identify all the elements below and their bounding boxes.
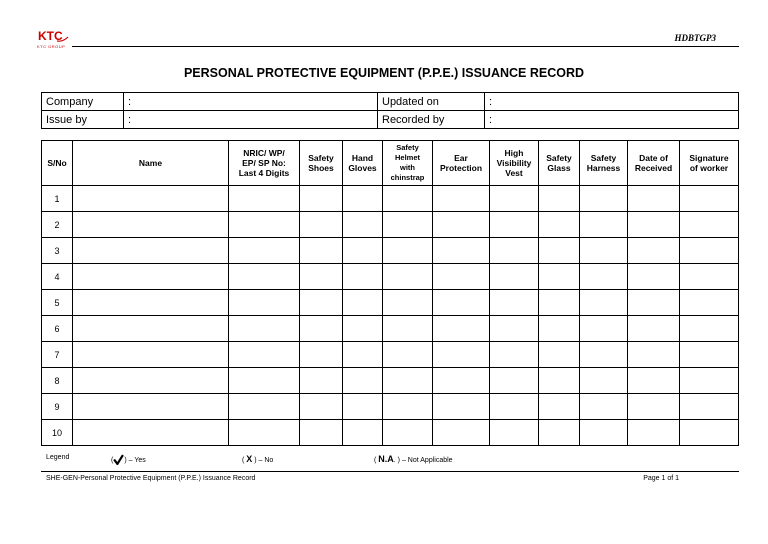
cell-signature[interactable]: [680, 394, 739, 420]
column-header-signature: [680, 141, 739, 186]
cell-hi-vis-vest[interactable]: [490, 186, 539, 212]
cell-safety-shoes[interactable]: [300, 316, 343, 342]
cell-safety-shoes[interactable]: [300, 186, 343, 212]
header-text-line: Safety: [308, 153, 334, 163]
cell-safety-helmet[interactable]: [383, 342, 433, 368]
header-text-line: Last 4 Digits: [238, 168, 290, 178]
cell-id-number[interactable]: [229, 420, 300, 446]
cell-safety-helmet[interactable]: [383, 316, 433, 342]
cell-safety-harness[interactable]: [580, 342, 628, 368]
cell-safety-harness[interactable]: [580, 420, 628, 446]
cell-safety-harness[interactable]: [580, 212, 628, 238]
cell-safety-glass[interactable]: [539, 342, 580, 368]
header-text-line: Signature: [689, 153, 729, 163]
cell-signature[interactable]: [680, 264, 739, 290]
cell-hand-gloves[interactable]: [343, 212, 383, 238]
info-table: [41, 92, 739, 129]
cell-safety-helmet[interactable]: [383, 212, 433, 238]
cell-date-received[interactable]: [628, 264, 680, 290]
logo-text: KTC: [38, 29, 63, 43]
footer-divider: [41, 471, 739, 472]
cell-id-number[interactable]: [229, 238, 300, 264]
cell-safety-glass[interactable]: [539, 290, 580, 316]
page-title: PERSONAL PROTECTIVE EQUIPMENT (P.P.E.) ISSUANCE RECORD: [183, 66, 585, 80]
issue-by-field[interactable]: :: [124, 111, 378, 129]
row-number: 10: [42, 420, 73, 446]
cell-safety-helmet[interactable]: [383, 264, 433, 290]
header-text-line: Safety: [396, 143, 419, 152]
row-number: 1: [42, 186, 73, 212]
cell-signature[interactable]: [680, 316, 739, 342]
cell-name[interactable]: [73, 394, 229, 420]
cell-safety-glass[interactable]: [539, 186, 580, 212]
cell-signature[interactable]: [680, 238, 739, 264]
cell-safety-glass[interactable]: [539, 368, 580, 394]
header-text-line: chinstrap: [390, 173, 425, 182]
cell-date-received[interactable]: [628, 420, 680, 446]
cell-hand-gloves[interactable]: [343, 238, 383, 264]
cell-hand-gloves[interactable]: [343, 368, 383, 394]
column-header-sno: [42, 141, 73, 186]
cell-signature[interactable]: [680, 290, 739, 316]
cell-safety-harness[interactable]: [580, 316, 628, 342]
cell-hi-vis-vest[interactable]: [490, 264, 539, 290]
legend-na: ( N.A. ) – Not Applicable: [374, 454, 453, 464]
footer-page-number: Page 1 of 1: [643, 475, 679, 482]
header-text-line: Received: [634, 163, 673, 173]
header-text-line: Safety: [590, 153, 617, 163]
table-row: [42, 316, 739, 342]
header-text-line: Helmet: [394, 153, 420, 162]
cell-signature[interactable]: [680, 186, 739, 212]
header-text-line: Visibility: [496, 158, 532, 168]
header-text-line: Hand: [351, 153, 374, 163]
cell-safety-helmet[interactable]: [383, 420, 433, 446]
column-header-name: [73, 141, 229, 186]
cell-date-received[interactable]: [628, 186, 680, 212]
check-icon: [113, 454, 124, 465]
legend: [46, 454, 646, 468]
info-row-1: [42, 93, 739, 111]
header-text-line: of worker: [689, 163, 729, 173]
cell-id-number[interactable]: [229, 368, 300, 394]
legend-yes: ( ) – Yes: [111, 454, 146, 465]
cell-id-number[interactable]: [229, 212, 300, 238]
updated-on-label: Updated on: [378, 93, 485, 111]
header-text-line: Glass: [547, 163, 571, 173]
no-symbol: X: [246, 454, 253, 464]
column-header-safety-glass: [539, 141, 580, 186]
column-header-hand-gloves: [343, 141, 383, 186]
column-header-safety-harness: [580, 141, 628, 186]
cell-ear-protection[interactable]: [433, 290, 490, 316]
legend-label: Legend: [46, 454, 70, 461]
cell-ear-protection[interactable]: [433, 238, 490, 264]
header-text-line: Gloves: [348, 163, 377, 173]
cell-name[interactable]: [73, 420, 229, 446]
column-header-safety-helmet: [383, 141, 433, 186]
row-number: 2: [42, 212, 73, 238]
cell-name[interactable]: [73, 264, 229, 290]
cell-safety-helmet[interactable]: [383, 238, 433, 264]
cell-safety-shoes[interactable]: [300, 420, 343, 446]
cell-id-number[interactable]: [229, 290, 300, 316]
recorded-by-field[interactable]: :: [485, 111, 739, 129]
cell-date-received[interactable]: [628, 342, 680, 368]
header-divider: [72, 46, 739, 47]
cell-ear-protection[interactable]: [433, 368, 490, 394]
cell-hi-vis-vest[interactable]: [490, 316, 539, 342]
column-header-id-number: [229, 141, 300, 186]
header-text-line: EP/ SP No:: [242, 158, 286, 168]
cell-safety-harness[interactable]: [580, 368, 628, 394]
cell-date-received[interactable]: [628, 290, 680, 316]
issue-by-label: Issue by: [42, 111, 124, 129]
cell-signature[interactable]: [680, 212, 739, 238]
cell-date-received[interactable]: [628, 368, 680, 394]
na-symbol: N.A: [378, 454, 394, 464]
table-row: [42, 420, 739, 446]
company-field[interactable]: :: [124, 93, 378, 111]
recorded-by-label: Recorded by: [378, 111, 485, 129]
row-number: 9: [42, 394, 73, 420]
ktc-logo-mark: [37, 29, 69, 43]
cell-hi-vis-vest[interactable]: [490, 212, 539, 238]
cell-date-received[interactable]: [628, 316, 680, 342]
header-text-line: Date of: [639, 153, 668, 163]
table-row: [42, 186, 739, 212]
header-text-line: Ear: [454, 153, 468, 163]
cell-safety-shoes[interactable]: [300, 342, 343, 368]
cell-safety-shoes[interactable]: [300, 368, 343, 394]
cell-hand-gloves[interactable]: [343, 290, 383, 316]
table-row: [42, 368, 739, 394]
ppe-issuance-table: [41, 140, 739, 446]
column-header-safety-shoes: [300, 141, 343, 186]
row-number: 3: [42, 238, 73, 264]
cell-safety-shoes[interactable]: [300, 212, 343, 238]
row-number: 7: [42, 342, 73, 368]
table-row: [42, 394, 739, 420]
row-number: 4: [42, 264, 73, 290]
row-number: 8: [42, 368, 73, 394]
table-row: [42, 238, 739, 264]
cell-hi-vis-vest[interactable]: [490, 394, 539, 420]
cell-safety-glass[interactable]: [539, 316, 580, 342]
header-text-line: Shoes: [308, 163, 334, 173]
cell-name[interactable]: [73, 368, 229, 394]
cell-hand-gloves[interactable]: [343, 186, 383, 212]
company-logo: [37, 29, 69, 51]
company-label: Company: [42, 93, 124, 111]
cell-safety-shoes[interactable]: [300, 264, 343, 290]
cell-ear-protection[interactable]: [433, 342, 490, 368]
logo-subtext: KTC GROUP: [37, 44, 66, 49]
cell-name[interactable]: [73, 290, 229, 316]
table-row: [42, 290, 739, 316]
cell-hand-gloves[interactable]: [343, 264, 383, 290]
header-text-line: NRIC/ WP/: [243, 148, 285, 158]
cell-safety-helmet[interactable]: [383, 368, 433, 394]
table-row: [42, 264, 739, 290]
cell-id-number[interactable]: [229, 186, 300, 212]
cell-id-number[interactable]: [229, 394, 300, 420]
cell-hand-gloves[interactable]: [343, 420, 383, 446]
cell-ear-protection[interactable]: [433, 264, 490, 290]
header-text-line: Harness: [586, 163, 621, 173]
updated-on-field[interactable]: :: [485, 93, 739, 111]
table-body: [42, 186, 739, 446]
cell-safety-helmet[interactable]: [383, 186, 433, 212]
header-text-line: S/No: [47, 158, 67, 168]
column-header-ear-protection: [433, 141, 490, 186]
table-row: [42, 342, 739, 368]
column-header-date-received: [628, 141, 680, 186]
cell-safety-glass[interactable]: [539, 394, 580, 420]
cell-safety-helmet[interactable]: [383, 394, 433, 420]
cell-safety-glass[interactable]: [539, 238, 580, 264]
cell-ear-protection[interactable]: [433, 316, 490, 342]
cell-ear-protection[interactable]: [433, 420, 490, 446]
cell-id-number[interactable]: [229, 316, 300, 342]
cell-date-received[interactable]: [628, 212, 680, 238]
cell-safety-harness[interactable]: [580, 186, 628, 212]
cell-hand-gloves[interactable]: [343, 316, 383, 342]
cell-safety-glass[interactable]: [539, 264, 580, 290]
legend-no: ( X ) – No: [242, 454, 274, 464]
cell-hand-gloves[interactable]: [343, 342, 383, 368]
header-text-line: Vest: [505, 168, 523, 178]
header-text-line: Name: [138, 158, 163, 168]
cell-hi-vis-vest[interactable]: [490, 238, 539, 264]
cell-safety-harness[interactable]: [580, 394, 628, 420]
info-row-2: [42, 111, 739, 129]
header-text-line: Protection: [439, 163, 483, 173]
cell-id-number[interactable]: [229, 342, 300, 368]
cell-date-received[interactable]: [628, 238, 680, 264]
cell-safety-shoes[interactable]: [300, 290, 343, 316]
cell-safety-harness[interactable]: [580, 290, 628, 316]
cell-safety-shoes[interactable]: [300, 394, 343, 420]
document-code: HDBTGP3: [674, 33, 716, 43]
cell-safety-glass[interactable]: [539, 420, 580, 446]
row-number: 5: [42, 290, 73, 316]
column-header-hi-vis-vest: [490, 141, 539, 186]
cell-signature[interactable]: [680, 368, 739, 394]
cell-safety-harness[interactable]: [580, 238, 628, 264]
cell-name[interactable]: [73, 316, 229, 342]
cell-hand-gloves[interactable]: [343, 394, 383, 420]
cell-hi-vis-vest[interactable]: [490, 420, 539, 446]
cell-ear-protection[interactable]: [433, 186, 490, 212]
table-header-row: [42, 141, 739, 186]
cell-ear-protection[interactable]: [433, 394, 490, 420]
header-text-line: High: [504, 148, 524, 158]
header-text-line: Safety: [546, 153, 572, 163]
cell-name[interactable]: [73, 342, 229, 368]
cell-name[interactable]: [73, 212, 229, 238]
cell-safety-harness[interactable]: [580, 264, 628, 290]
cell-hi-vis-vest[interactable]: [490, 368, 539, 394]
cell-safety-shoes[interactable]: [300, 238, 343, 264]
cell-id-number[interactable]: [229, 264, 300, 290]
cell-name[interactable]: [73, 186, 229, 212]
cell-signature[interactable]: [680, 342, 739, 368]
cell-name[interactable]: [73, 238, 229, 264]
cell-date-received[interactable]: [628, 394, 680, 420]
table-row: [42, 212, 739, 238]
cell-ear-protection[interactable]: [433, 212, 490, 238]
cell-safety-glass[interactable]: [539, 212, 580, 238]
cell-hi-vis-vest[interactable]: [490, 290, 539, 316]
cell-safety-helmet[interactable]: [383, 290, 433, 316]
row-number: 6: [42, 316, 73, 342]
header-text-line: with: [400, 163, 415, 172]
cell-signature[interactable]: [680, 420, 739, 446]
footer-form-name: SHE-GEN-Personal Protective Equipment (P.P.E.) Issuance Record: [46, 475, 256, 482]
cell-hi-vis-vest[interactable]: [490, 342, 539, 368]
